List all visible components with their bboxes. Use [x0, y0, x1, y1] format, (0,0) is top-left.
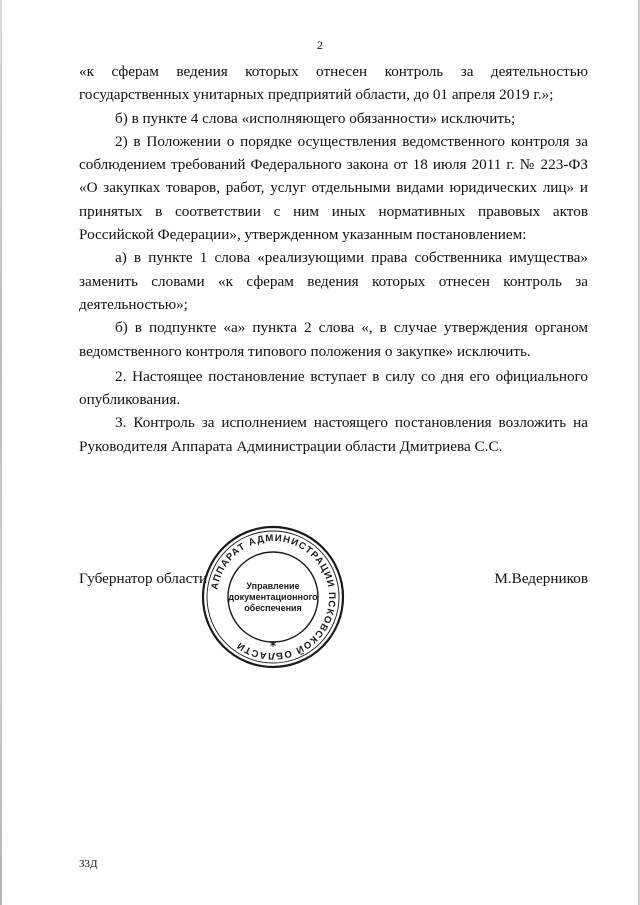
paragraph: а) в пункте 1 слова «реализующими права собственника имущества» заменить словами «к сферам ведения которых отнесен контроль за деятельностью»;: [79, 249, 588, 313]
svg-text:документационного: документационного: [228, 592, 318, 602]
svg-text:обеспечения: обеспечения: [244, 603, 302, 613]
paragraph: 2. Настоящее постановление вступает в силу со дня его официального опубликования.: [79, 367, 588, 409]
svg-text:Управление: Управление: [246, 581, 300, 591]
document-code: 33Д: [79, 858, 98, 870]
svg-text:АППАРАТ АДМИНИСТРАЦИИ ПСКОВСКО: АППАРАТ АДМИНИСТРАЦИИ ПСКОВСКОЙ ОБЛАСТИ: [209, 532, 338, 662]
paragraph: «к сферам ведения которых отнесен контроль за деятельностью государственных унитарных предприятий области, до 01 апреля 2019 г.»;: [79, 63, 588, 104]
official-seal-stamp: [198, 522, 348, 672]
paragraph: б) в подпункте «а» пункта 2 слова «, в случае утверждения органом ведомственного контроля типового положения о закупке» исключить.: [79, 319, 588, 360]
paragraph: б) в пункте 4 слова «исполняющего обязанности» исключить;: [115, 109, 516, 127]
paragraph: 3. Контроль за исполнением настоящего постановления возложить на Руководителя Аппарата Администрации области Дмитриева С.С.: [79, 414, 588, 455]
document-body: [79, 60, 588, 458]
svg-text:*: *: [269, 639, 277, 653]
signatory-name: М.Ведерников: [494, 570, 588, 587]
scan-edge-left: [0, 0, 2, 905]
paragraph: 2) в Положении о порядке осуществления ведомственного контроля за соблюдением требований Федерального закона от 18 июля 2011 г. № 223-ФЗ «О закупках товаров, работ, услуг отдельными видами юридических лиц» и принятых в соответствии с ним иных нормативных правовых актов Российской Федерации», утвержденном указанным постановлением:: [79, 132, 588, 244]
signatory-title: Губернатор области: [79, 570, 208, 587]
page-number: 2: [317, 38, 323, 52]
